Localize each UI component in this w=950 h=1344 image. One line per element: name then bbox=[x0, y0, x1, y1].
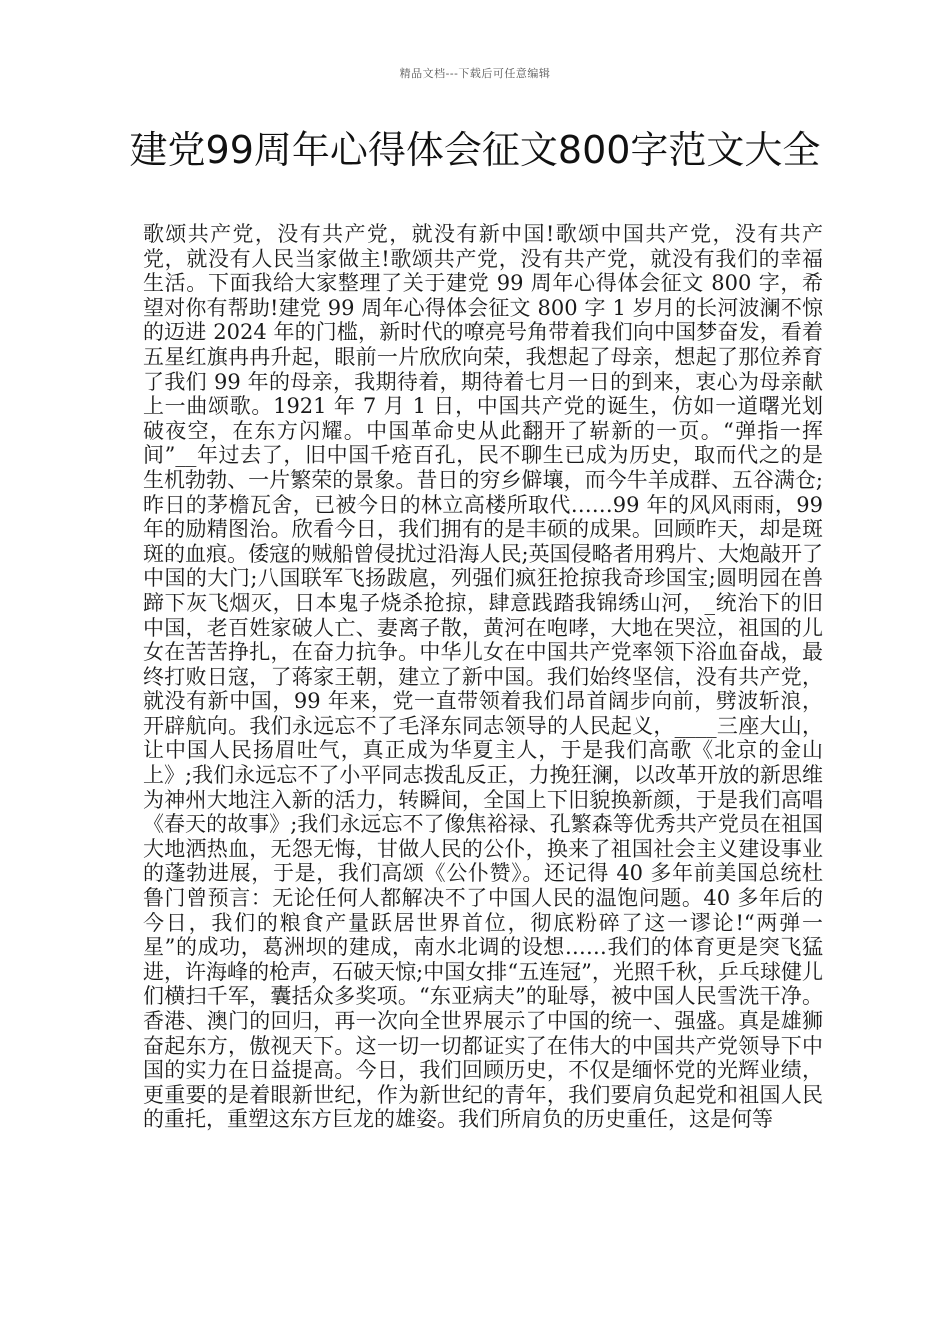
document-body: 歌颂共产党，没有共产党，就没有新中国!歌颂中国共产党，没有共产党，就没有人民当家做主!歌颂共产党，没有共产党，就没有我们的幸福生活。下面我给大家整理了关于建党 99 周年心得体会征文 800 字，希望对你有帮助!建党 99 周年心得体会征文 800 字 1 岁月的长河波澜不惊的迈进 2024 年的门槛，新时代的嘹亮号角带着我们向中国梦奋发，看着五星红旗冉冉升起，眼前一片欣欣向荣，我想起了母亲，想起了那位养育了我们 99 年的母亲，我期待着，期待着七月一日的到来，衷心为母亲献上一曲颂歌。1921 年 7 月 1 日，中国共产党的诞生，仿如一道曙光划破夜空，在东方闪耀。中国革命史从此翻开了崭新的一页。“弹指一挥间”__年过去了，旧中国千疮百孔，民不聊生已成为历史，取而代之的是生机勃勃、一片繁荣的景象。昔日的穷乡僻壤，而今牛羊成群、五谷满仓;昨日的茅檐瓦舍，已被今日的林立高楼所取代……99 年的风风雨雨，99 年的励精图治。欣看今日，我们拥有的是丰硕的成果。回顾昨天，却是斑斑的血痕。倭寇的贼船曾侵扰过沿海人民;英国侵略者用鸦片、大炮敲开了中国的大门;八国联军飞扬跋扈，列强们疯狂抢掠我奇珍国宝;圆明园在兽蹄下灰飞烟灭，日本鬼子烧杀抢掠，肆意践踏我锦绣山河，_统治下的旧中国，老百姓家破人亡、妻离子散，黄河在咆哮，大地在哭泣，祖国的儿女在苦苦挣扎，在奋力抗争。中华儿女在中国共产党率领下浴血奋战，最终打败日寇，了蒋家王朝，建立了新中国。我们始终坚信，没有共产党，就没有新中国，99 年来，党一直带领着我们昂首阔步向前，劈波斩浪，开辟航向。我们永远忘不了毛泽东同志领导的人民起义，____三座大山，让中国人民扬眉吐气，真正成为华夏主人，于是我们高歌《北京的金山上》;我们永远忘不了小平同志拨乱反正，力挽狂澜，以改革开放的新思维为神州大地注入新的活力，转瞬间，全国上下旧貌换新颜，于是我们高唱《春天的故事》;我们永远忘不了像焦裕禄、孔繁森等优秀共产党员在祖国大地洒热血，无怨无悔，甘做人民的公仆，换来了祖国社会主义建设事业的蓬勃进展，于是，我们高颂《公仆赞》。还记得 40 多年前美国总统杜鲁门曾预言：无论任何人都解决不了中国人民的温饱问题。40 多年后的今日，我们的粮食产量跃居世界首位，彻底粉碎了这一谬论!“两弹一星”的成功，葛洲坝的建成，南水北调的设想……我们的体育更是突飞猛进，许海峰的枪声，石破天惊;中国女排“五连冠”，光照千秋，乒乓球健儿们横扫千军，囊括众多奖项。“东亚病夫”的耻辱，被中国人民雪洗干净。香港、澳门的回归，再一次向全世界展示了中国的统一、强盛。真是雄狮奋起东方，傲视天下。这一切一切都证实了在伟大的中国共产党领导下中国的实力在日益提高。今日，我们回顾历史，不仅是缅怀党的光辉业绩，更重要的是着眼新世纪，作为新世纪的青年，我们要肩负起党和祖国人民的重托，重塑这东方巨龙的雄姿。我们所肩负的历史重任，这是何等 bbox=[143, 222, 823, 1132]
document-title: 建党99周年心得体会征文800字范文大全 bbox=[129, 128, 821, 172]
header-note: 精品文档---下载后可任意编辑 bbox=[399, 67, 551, 80]
